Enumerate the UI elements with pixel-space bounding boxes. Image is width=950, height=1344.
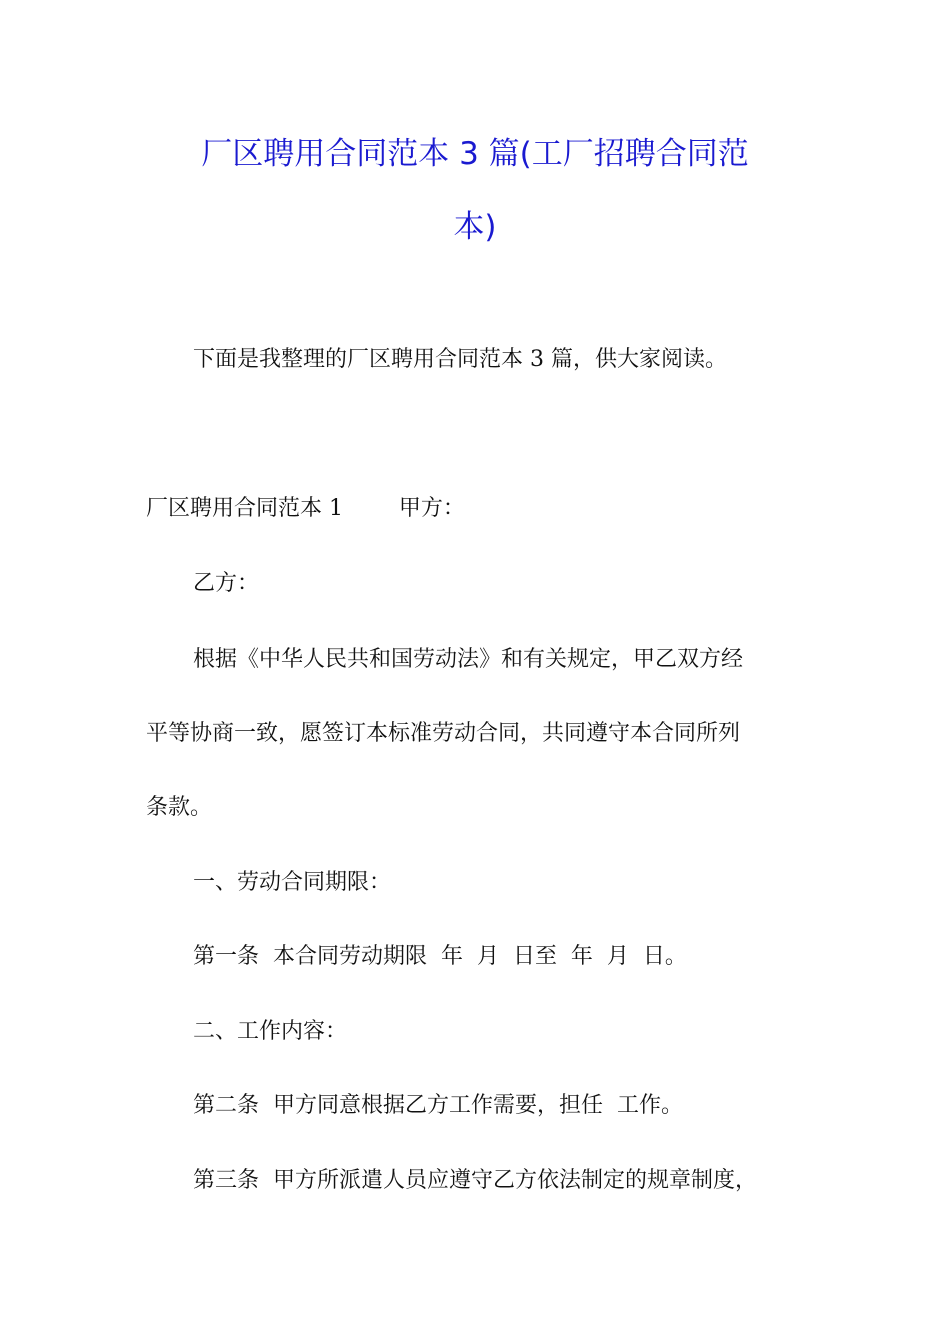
document-title-line-2: 本) bbox=[453, 209, 497, 245]
article-line: 第三条 甲方所派遣人员应遵守乙方依法制定的规章制度， bbox=[193, 1168, 757, 1193]
article-line: 第一条 本合同劳动期限 年 月 日至 年 月 日。 bbox=[193, 944, 687, 969]
item-heading: 二、工作内容： bbox=[193, 1019, 348, 1044]
party-b-label: 乙方： bbox=[193, 571, 260, 596]
paragraph-line: 根据《中华人民共和国劳动法》和有关规定，甲乙双方经 bbox=[193, 647, 744, 672]
paragraph-line: 条款。 bbox=[146, 795, 213, 820]
document-title-line-1: 厂区聘用合同范本 3 篇(工厂招聘合同范 bbox=[201, 136, 749, 172]
article-line: 第二条 甲方同意根据乙方工作需要，担任 工作。 bbox=[193, 1093, 683, 1118]
item-heading: 一、劳动合同期限： bbox=[193, 870, 392, 895]
paragraph-line: 平等协商一致，愿签订本标准劳动合同，共同遵守本合同所列 bbox=[146, 721, 741, 746]
intro-paragraph: 下面是我整理的厂区聘用合同范本 3 篇，供大家阅读。 bbox=[193, 347, 727, 372]
section-heading: 厂区聘用合同范本 1 甲方： bbox=[146, 496, 465, 521]
